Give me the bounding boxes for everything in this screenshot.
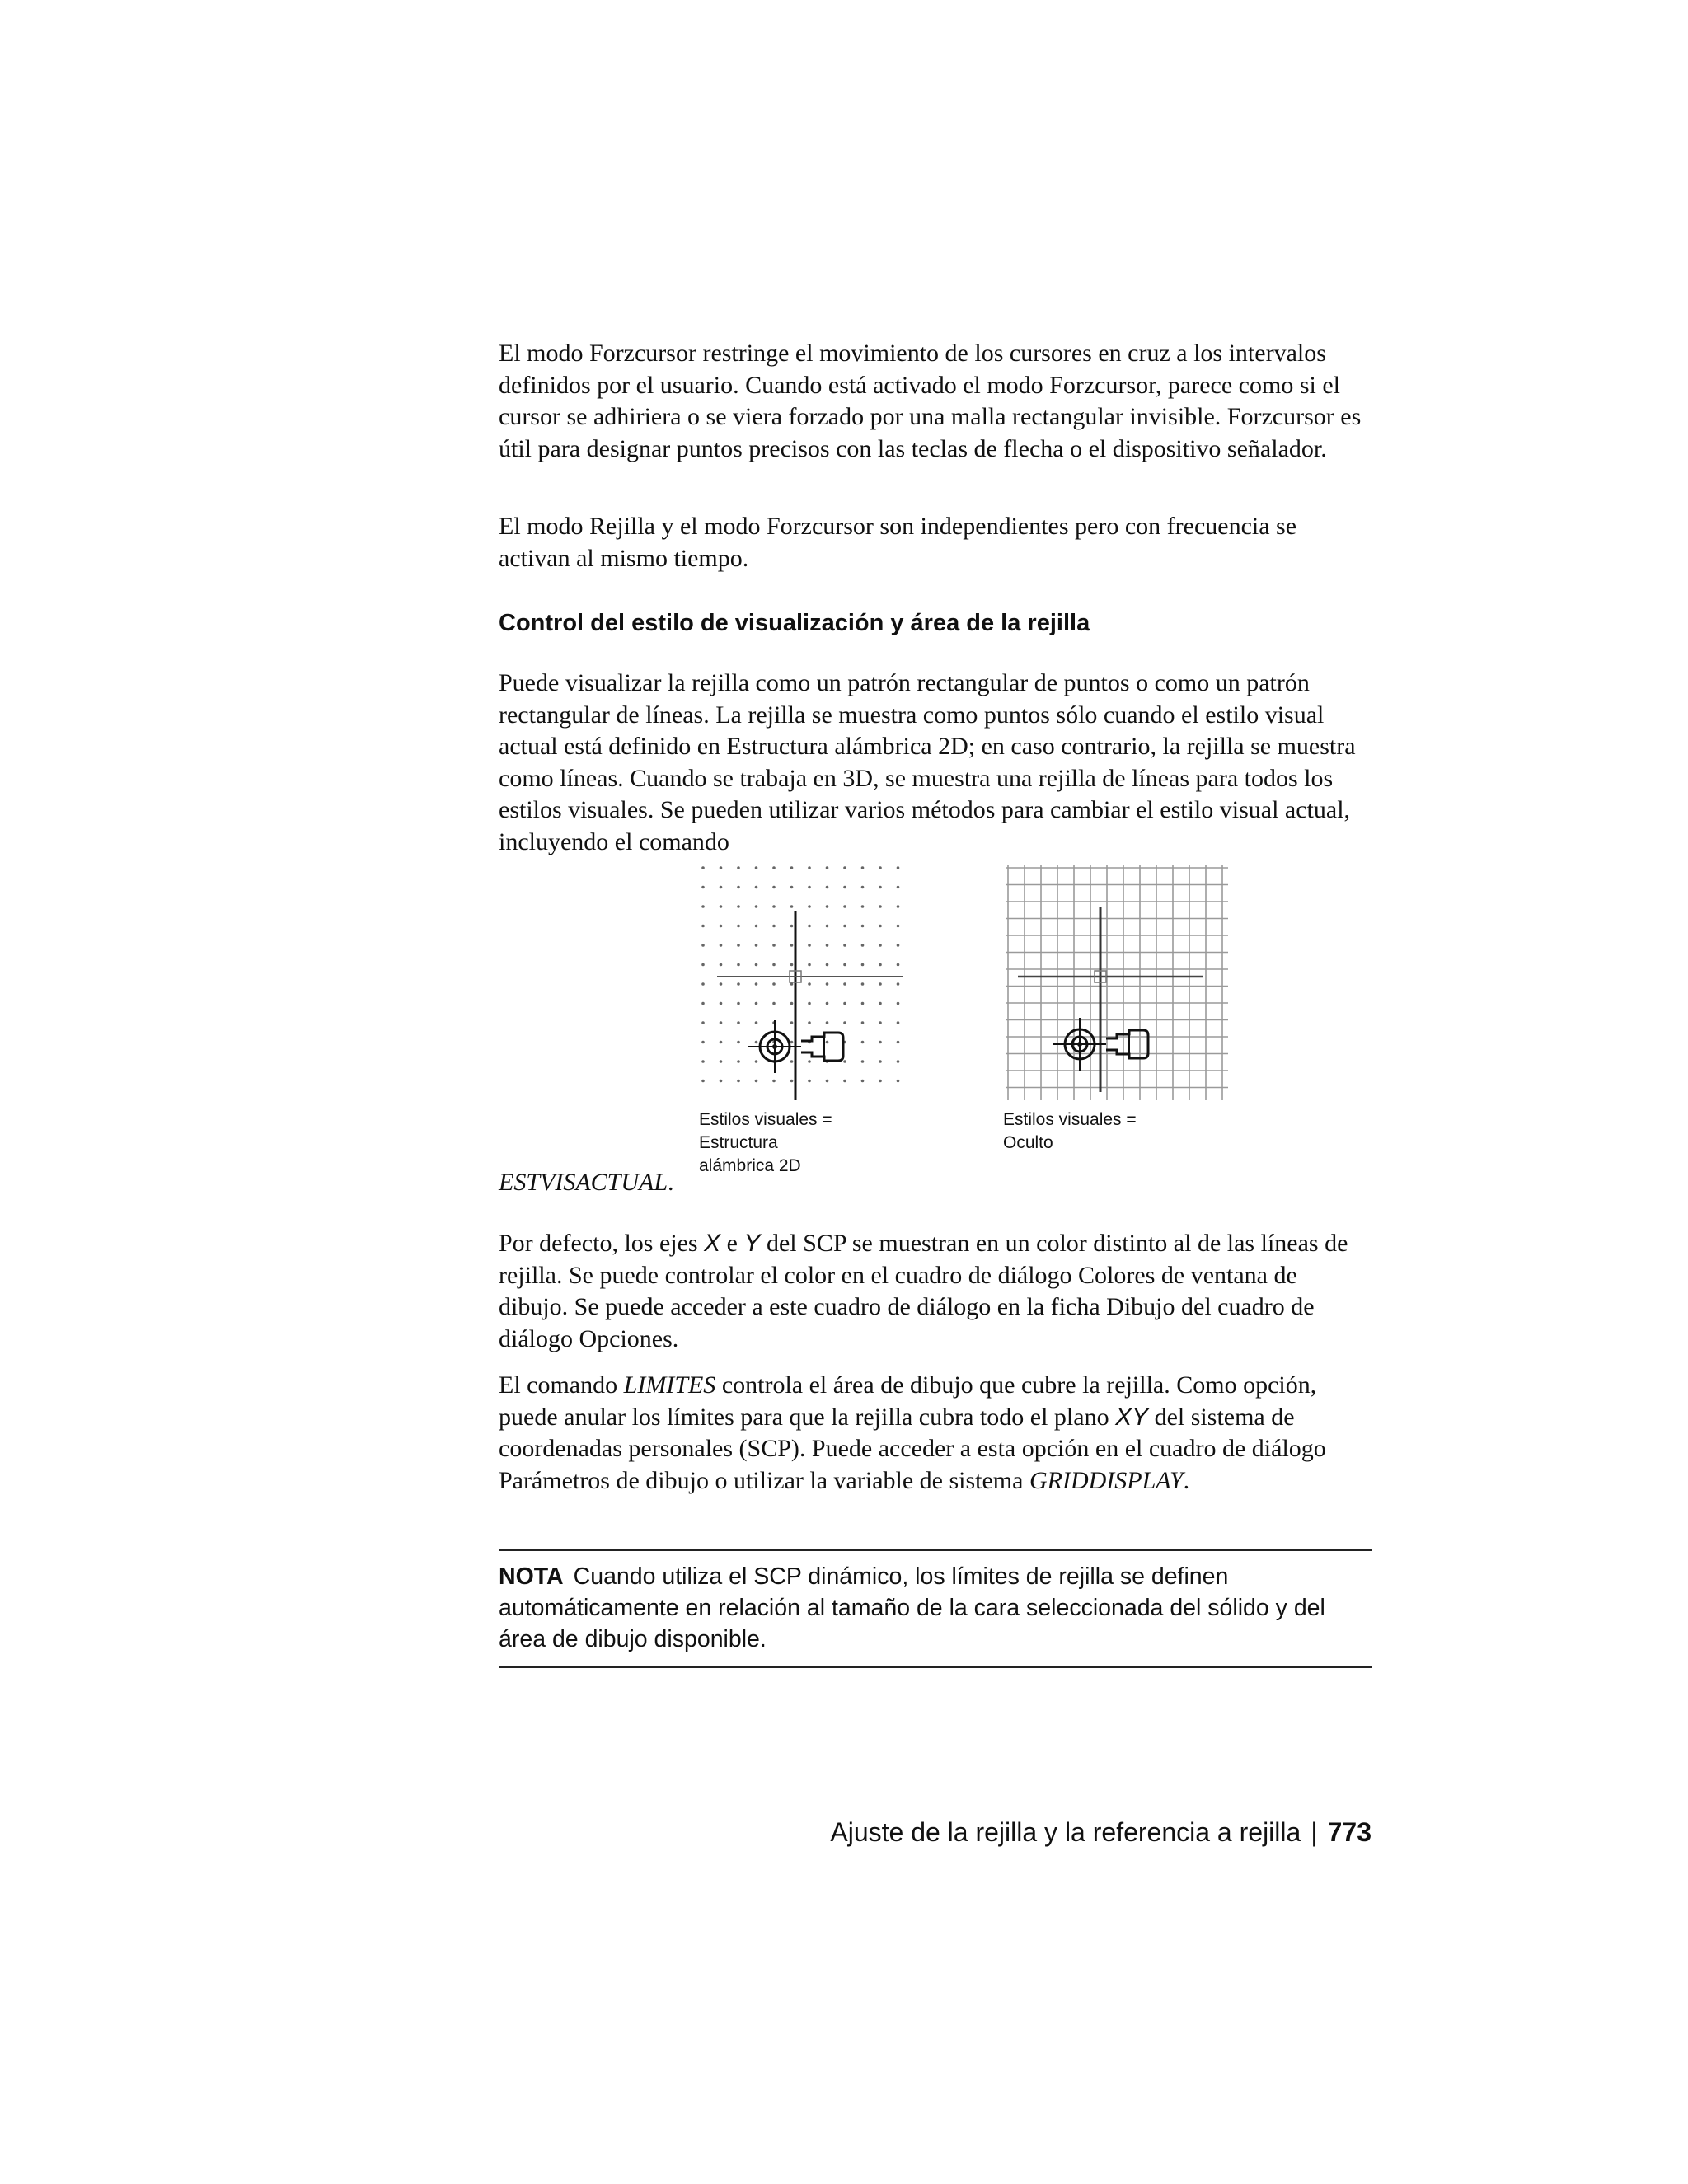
grid-dot (879, 1060, 882, 1063)
grid-dot (737, 1060, 740, 1063)
grid-dot (897, 866, 900, 869)
text-run: Por defecto, los ejes (499, 1230, 705, 1257)
grid-dot (861, 925, 865, 928)
grid-dot (755, 1002, 758, 1005)
grid-dot (843, 886, 846, 889)
grid-dot (826, 963, 829, 967)
grid-dot (826, 944, 829, 947)
command-name: ESTVISACTUAL (499, 1169, 668, 1196)
grid-dot (737, 1021, 740, 1024)
grid-dot (897, 1041, 900, 1044)
grid-dot (861, 944, 865, 947)
grid-dot (879, 886, 882, 889)
section-heading: Control del estilo de visualización y área de la rejilla (499, 610, 1090, 636)
grid-dot (897, 1021, 900, 1024)
text-run: El comando (499, 1371, 624, 1399)
dot-grid-panel (696, 861, 919, 1108)
grid-dot (755, 925, 758, 928)
right-caption (1003, 1108, 1137, 1155)
grid-dot (755, 1041, 758, 1044)
grid-dot (879, 905, 882, 908)
grid-dot (701, 944, 705, 947)
grid-dot (879, 1041, 882, 1044)
grid-dot (808, 905, 811, 908)
grid-dot (879, 925, 882, 928)
paragraph-limites (499, 1370, 1372, 1497)
grid-dot (808, 982, 811, 986)
grid-dot (755, 944, 758, 947)
grid-dot (843, 1021, 846, 1024)
grid-dot (790, 1060, 794, 1063)
grid-dot (772, 1080, 776, 1083)
grid-dot (737, 886, 740, 889)
grid-dot (737, 944, 740, 947)
grid-dot (826, 982, 829, 986)
grid-dot (843, 1080, 846, 1083)
grid-dot (790, 1002, 794, 1005)
grid-dot (843, 982, 846, 986)
grid-dot (701, 1002, 705, 1005)
grid-dot (772, 944, 776, 947)
grid-dot (720, 944, 723, 947)
grid-dot (879, 963, 882, 967)
grid-dot (790, 886, 794, 889)
grid-dot (790, 866, 794, 869)
grid-dot (790, 1080, 794, 1083)
grid-dot (879, 1021, 882, 1024)
note-text: Cuando utiliza el SCP dinámico, los límites de rejilla se definen automáticamente en relación al tamaño de la cara seleccionada del sólido y del área de dibujo disponible. (499, 1563, 1325, 1652)
grid-dot (720, 1002, 723, 1005)
footer-separator: | (1311, 1817, 1318, 1847)
grid-dot (701, 866, 705, 869)
grid-dot (772, 925, 776, 928)
grid-dot (826, 1041, 829, 1044)
grid-dot (826, 1021, 829, 1024)
grid-dot (737, 905, 740, 908)
left-caption-line-1: Estilos visuales = (699, 1110, 832, 1129)
grid-dot (843, 963, 846, 967)
grid-style-figure (499, 861, 1372, 1183)
grid-dot (755, 866, 758, 869)
grid-dot (720, 905, 723, 908)
grid-dot (879, 982, 882, 986)
note-label: NOTA (499, 1563, 564, 1590)
grid-dot (861, 1041, 865, 1044)
grid-dot (737, 963, 740, 967)
grid-dot (755, 982, 758, 986)
grid-dot (861, 1002, 865, 1005)
grid-dot (701, 1041, 705, 1044)
estvisactual-command (499, 1167, 674, 1198)
grid-dot (720, 963, 723, 967)
grid-dot (808, 1021, 811, 1024)
note-box (499, 1549, 1372, 1668)
grid-dot (843, 1002, 846, 1005)
line-grid-panel (1001, 861, 1249, 1108)
grid-dot (861, 1021, 865, 1024)
grid-dot (808, 1060, 811, 1063)
grid-dot (808, 944, 811, 947)
grid-dot (861, 1060, 865, 1063)
grid-dot (701, 886, 705, 889)
grid-dot (790, 1021, 794, 1024)
text-run: . (1183, 1466, 1190, 1494)
grid-dot (790, 963, 794, 967)
grid-dot (720, 1021, 723, 1024)
grid-dot (755, 886, 758, 889)
right-caption-line-1: Estilos visuales = (1003, 1110, 1137, 1129)
axis-y: Y (743, 1230, 761, 1257)
grid-dot (755, 963, 758, 967)
grid-dot (897, 905, 900, 908)
grid-dot (720, 1041, 723, 1044)
grid-dot (701, 963, 705, 967)
command-limites: LIMITES (623, 1371, 716, 1399)
grid-dot (772, 886, 776, 889)
grid-dot (701, 1080, 705, 1083)
grid-dot (897, 944, 900, 947)
grid-dot (879, 1080, 882, 1083)
grid-dot (808, 1002, 811, 1005)
paragraph-rejilla-forzcursor: El modo Rejilla y el modo Forzcursor son independientes pero con frecuencia se activan al mismo tiempo. (499, 513, 1297, 572)
grid-dot (772, 905, 776, 908)
left-caption-line-2: Estructura (699, 1133, 778, 1152)
grid-dot (755, 1080, 758, 1083)
grid-dot (897, 1002, 900, 1005)
page-footer (830, 1816, 1372, 1849)
grid-dot (772, 1002, 776, 1005)
grid-dot (826, 925, 829, 928)
grid-dot (701, 1060, 705, 1063)
text-run: controla el área de dibujo que cubre la rejilla. Como opción, puede anular los límites para que la rejilla cubra todo el plano (499, 1371, 1317, 1431)
grid-dot (772, 982, 776, 986)
grid-dot (826, 905, 829, 908)
grid-dot (843, 925, 846, 928)
grid-dot (720, 886, 723, 889)
grid-dot (808, 1080, 811, 1083)
plane-xy: XY (1115, 1403, 1149, 1431)
grid-dot (790, 944, 794, 947)
grid-dot (897, 982, 900, 986)
grid-dot (843, 944, 846, 947)
right-caption-line-2: Oculto (1003, 1133, 1053, 1152)
grid-dot (897, 1060, 900, 1063)
grid-dot (790, 1041, 794, 1044)
grid-dot (897, 925, 900, 928)
grid-dot (897, 886, 900, 889)
grid-dot (843, 905, 846, 908)
axis-x: X (704, 1230, 721, 1257)
grid-dot (826, 1080, 829, 1083)
grid-dot (737, 866, 740, 869)
grid-dot (861, 982, 865, 986)
grid-dot (861, 866, 865, 869)
grid-dot (755, 905, 758, 908)
grid-dot (879, 866, 882, 869)
grid-dot (720, 1060, 723, 1063)
grid-dot (808, 866, 811, 869)
grid-dot (720, 1080, 723, 1083)
text-run: del sistema de coordenadas personales (SCP). Puede acceder a esta opción en el cuadro de diálogo Parámetros de dibujo o utilizar la variable de sistema (499, 1403, 1326, 1494)
grid-dot (897, 963, 900, 967)
grid-dot (879, 944, 882, 947)
grid-dot (790, 925, 794, 928)
left-caption-line-3: alámbrica 2D (699, 1156, 801, 1175)
left-caption (699, 1108, 832, 1178)
grid-dot (861, 905, 865, 908)
paragraph-forzcursor: El modo Forzcursor restringe el movimiento de los cursores en cruz a los intervalos definidos por el usuario. Cuando está activado el modo Forzcursor, parece como si el cursor se adhiriera o se viera forzado por una malla rectangular invisible. Forzcursor es útil para designar puntos precisos con las teclas de flecha o el dispositivo señalador. (499, 340, 1362, 462)
period: . (668, 1169, 674, 1196)
grid-dot (879, 1002, 882, 1005)
grid-dot (720, 925, 723, 928)
grid-dot (755, 1060, 758, 1063)
ucs-icon (801, 1033, 843, 1061)
grid-dot (737, 925, 740, 928)
text-run: del SCP se muestran en un color distinto al de las líneas de rejilla. Se puede controlar el color en el cuadro de diálogo Colores de ventana de dibujo. Se puede acceder a este cuadro de diálogo en la ficha Dibujo del cuadro de diálogo Opciones. (499, 1230, 1348, 1352)
paragraph-visual-style: Puede visualizar la rejilla como un patrón rectangular de puntos o como un patrón rectangular de líneas. La rejilla se muestra como puntos sólo cuando el estilo visual actual está definido en Estructura alámbrica 2D; en caso contrario, la rejilla se muestra como líneas. Cuando se trabaja en 3D, se muestra una rejilla de líneas para todos los estilos visuales. Se pueden utilizar varios métodos para cambiar el estilo visual actual, incluyendo el comando (499, 669, 1356, 855)
grid-dot (720, 866, 723, 869)
grid-dot (701, 925, 705, 928)
grid-dot (701, 982, 705, 986)
grid-dot (843, 1060, 846, 1063)
grid-dot (720, 982, 723, 986)
grid-dot (826, 886, 829, 889)
page-number: 773 (1327, 1817, 1372, 1847)
grid-dot (772, 963, 776, 967)
text-run: e (720, 1230, 744, 1257)
grid-dot (737, 1080, 740, 1083)
grid-dot (737, 1002, 740, 1005)
variable-griddisplay: GRIDDISPLAY (1029, 1466, 1184, 1494)
grid-dot (843, 866, 846, 869)
grid-dot (737, 1041, 740, 1044)
grid-dot (826, 866, 829, 869)
grid-dot (808, 963, 811, 967)
grid-dot (772, 866, 776, 869)
footer-title: Ajuste de la rejilla y la referencia a rejilla (830, 1817, 1301, 1847)
grid-dot (808, 925, 811, 928)
grid-dot (701, 905, 705, 908)
grid-dot (826, 1002, 829, 1005)
grid-dot (861, 1080, 865, 1083)
grid-dot (790, 905, 794, 908)
grid-dot (755, 1021, 758, 1024)
grid-dot (701, 1021, 705, 1024)
grid-dot (897, 1080, 900, 1083)
grid-dot (861, 963, 865, 967)
grid-dot (737, 982, 740, 986)
paragraph-ucs-axes (499, 1228, 1372, 1355)
grid-dot (861, 886, 865, 889)
grid-dot (808, 886, 811, 889)
